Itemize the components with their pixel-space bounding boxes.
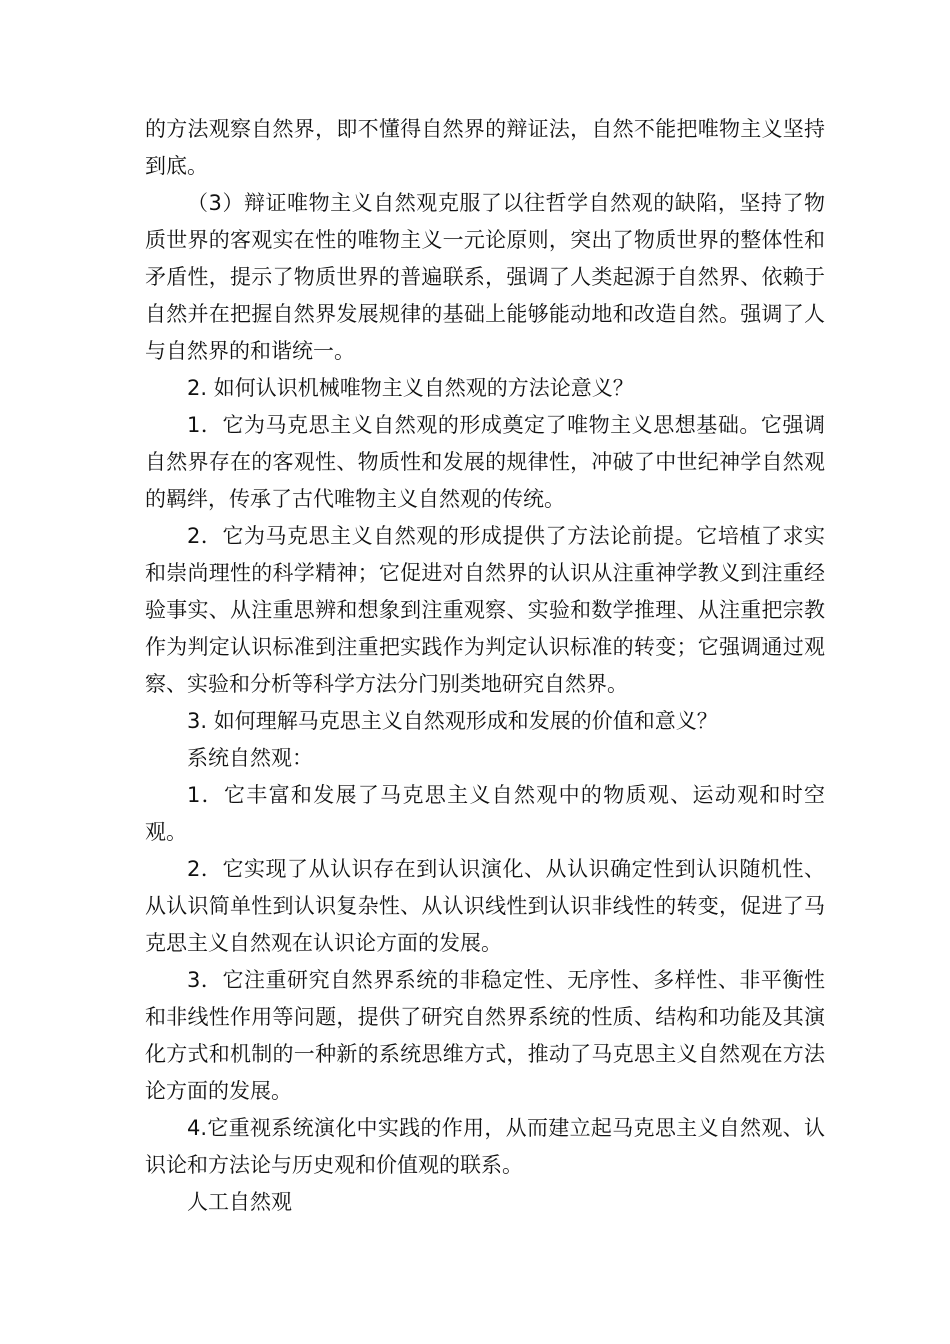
system-point-3: 3．它注重研究自然界系统的非稳定性、无序性、多样性、非平衡性和非线性作用等问题，提供了研究自然界系统的性质、结构和功能及其演化方式和机制的一种新的系统思维方式，推动了马克思主义自然观在方法论方面的发展。 — [145, 968, 825, 1103]
answer-2-point-2: 2．它为马克思主义自然观的形成提供了方法论前提。它培植了求实和崇尚理性的科学精神；它促进对自然界的认识从注重神学教义到注重经验事实、从注重思辨和想象到注重观察、实验和数学推理、从注重把宗教作为判定认识标准到注重把实践作为判定认识标准的转变；它强调通过观察、实验和分析等科学方法分门别类地研究自然界。 — [145, 524, 825, 696]
question-2-heading: 2. 如何认识机械唯物主义自然观的方法论意义？ — [187, 376, 634, 400]
answer-2-point-1: 1．它为马克思主义自然观的形成奠定了唯物主义思想基础。它强调自然界存在的客观性、物质性和发展的规律性，冲破了中世纪神学自然观的羁绊，传承了古代唯物主义自然观的传统。 — [145, 413, 825, 511]
system-point-2: 2．它实现了从认识存在到认识演化、从认识确定性到认识随机性、从认识简单性到认识复杂性、从认识线性到认识非线性的转变，促进了马克思主义自然观在认识论方面的发展。 — [145, 857, 825, 955]
artificial-nature-view-heading: 人工自然观 — [187, 1190, 292, 1214]
system-nature-view-heading: 系统自然观： — [187, 746, 313, 770]
paragraph-dialectical-materialism: （3）辩证唯物主义自然观克服了以往哲学自然观的缺陷，坚持了物质世界的客观实在性的唯物主义一元论原则，突出了物质世界的整体性和矛盾性，提示了物质世界的普遍联系，强调了人类起源于自然界、依赖于自然并在把握自然界发展规律的基础上能够能动地和改造自然。强调了人与自然界的和谐统一。 — [145, 191, 825, 363]
system-point-4: 4.它重视系统演化中实践的作用，从而建立起马克思主义自然观、认识论和方法论与历史观和价值观的联系。 — [145, 1116, 825, 1177]
document-body — [145, 111, 825, 1221]
system-point-1: 1．它丰富和发展了马克思主义自然观中的物质观、运动观和时空观。 — [145, 783, 825, 844]
question-3-heading: 3. 如何理解马克思主义自然观形成和发展的价值和意义？ — [187, 709, 718, 733]
paragraph-continuation: 的方法观察自然界，即不懂得自然界的辩证法，自然不能把唯物主义坚持到底。 — [145, 117, 825, 178]
